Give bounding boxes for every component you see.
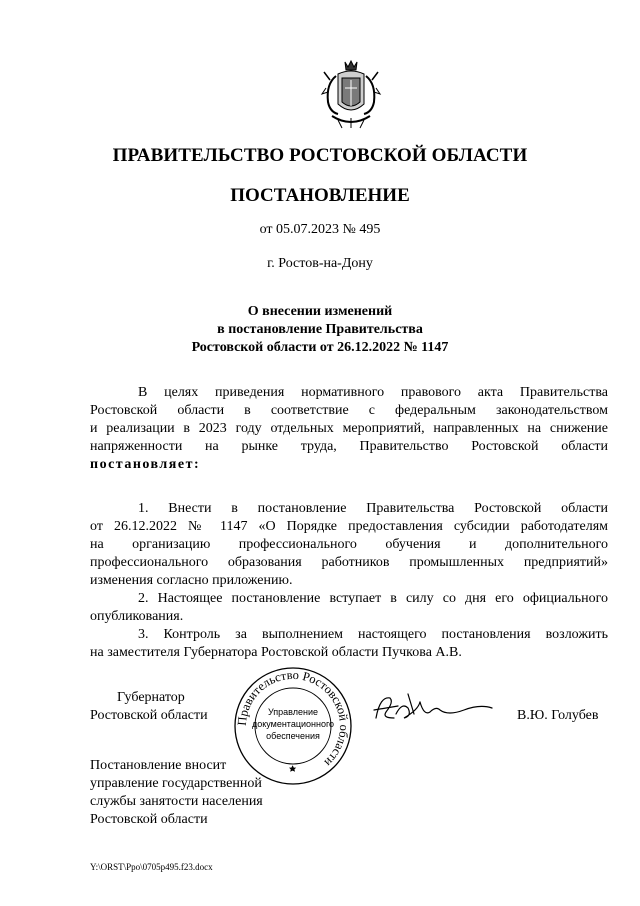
preamble-line: В целях приведения нормативного правового акта Правительства bbox=[138, 385, 608, 400]
preamble-line: Ростовской области в соответствие с федеральным законодательством bbox=[90, 403, 608, 418]
decree-items bbox=[90, 500, 608, 662]
stamp-line: обеспечения bbox=[266, 731, 320, 741]
document-city: г. Ростов-на-Дону bbox=[267, 256, 373, 271]
signer-title-line: Ростовской области bbox=[90, 708, 208, 723]
item-1-line: профессионального образования работников промышленных предприятий» bbox=[90, 555, 608, 570]
preamble bbox=[90, 384, 608, 474]
document-type: ПОСТАНОВЛЕНИЕ bbox=[230, 185, 410, 206]
preamble-line: напряженности на рынке труда, Правительство Ростовской области bbox=[90, 439, 608, 454]
subject-line: О внесении изменений bbox=[247, 304, 393, 319]
item-1-line: от 26.12.2022 № 1147 «О Порядке предоставления субсидии работодателям bbox=[90, 519, 608, 534]
item-2-line: опубликования. bbox=[90, 609, 184, 624]
submitter-block bbox=[90, 757, 263, 829]
coat-of-arms-icon bbox=[318, 58, 384, 132]
submitter-line: Постановление вносит bbox=[90, 758, 227, 773]
item-1-line: изменения согласно приложению. bbox=[90, 573, 293, 588]
stamp-line: документационного bbox=[251, 719, 335, 729]
item-2-line: 2. Настоящее постановление вступает в силу со дня его официального bbox=[138, 591, 608, 606]
resolves-word: постановляет: bbox=[90, 457, 201, 472]
document-subject bbox=[0, 303, 640, 357]
subject-line: Ростовской области от 26.12.2022 № 1147 bbox=[191, 340, 449, 355]
document-date-number: от 05.07.2023 № 495 bbox=[259, 222, 381, 237]
item-3-line: 3. Контроль за выполнением настоящего постановления возложить bbox=[138, 627, 608, 642]
government-title: ПРАВИТЕЛЬСТВО РОСТОВСКОЙ ОБЛАСТИ bbox=[112, 145, 528, 166]
handwritten-signature bbox=[368, 688, 496, 728]
subject-line: в постановление Правительства bbox=[217, 322, 423, 337]
preamble-line: и реализации в 2023 году отдельных мероприятий, направленных на снижение bbox=[90, 421, 608, 436]
item-1-line: на организацию профессионального обучения и дополнительного bbox=[90, 537, 608, 552]
file-path: Y:\ORST\Ppo\0705p495.f23.docx bbox=[90, 862, 213, 872]
stamp-line: Управление bbox=[267, 707, 319, 717]
signer-name: В.Ю. Голубев bbox=[517, 708, 599, 723]
submitter-line: Ростовской области bbox=[90, 812, 208, 827]
item-3-line: на заместителя Губернатора Ростовской области Пучкова А.В. bbox=[90, 645, 462, 660]
signer-title-line: Губернатор bbox=[117, 690, 185, 705]
submitter-line: управление государственной bbox=[90, 776, 262, 791]
submitter-line: службы занятости населения bbox=[90, 794, 263, 809]
stamp-ring-text: Правительство Ростовской области bbox=[234, 667, 352, 770]
item-1-line: 1. Внести в постановление Правительства Ростовской области bbox=[138, 501, 608, 516]
